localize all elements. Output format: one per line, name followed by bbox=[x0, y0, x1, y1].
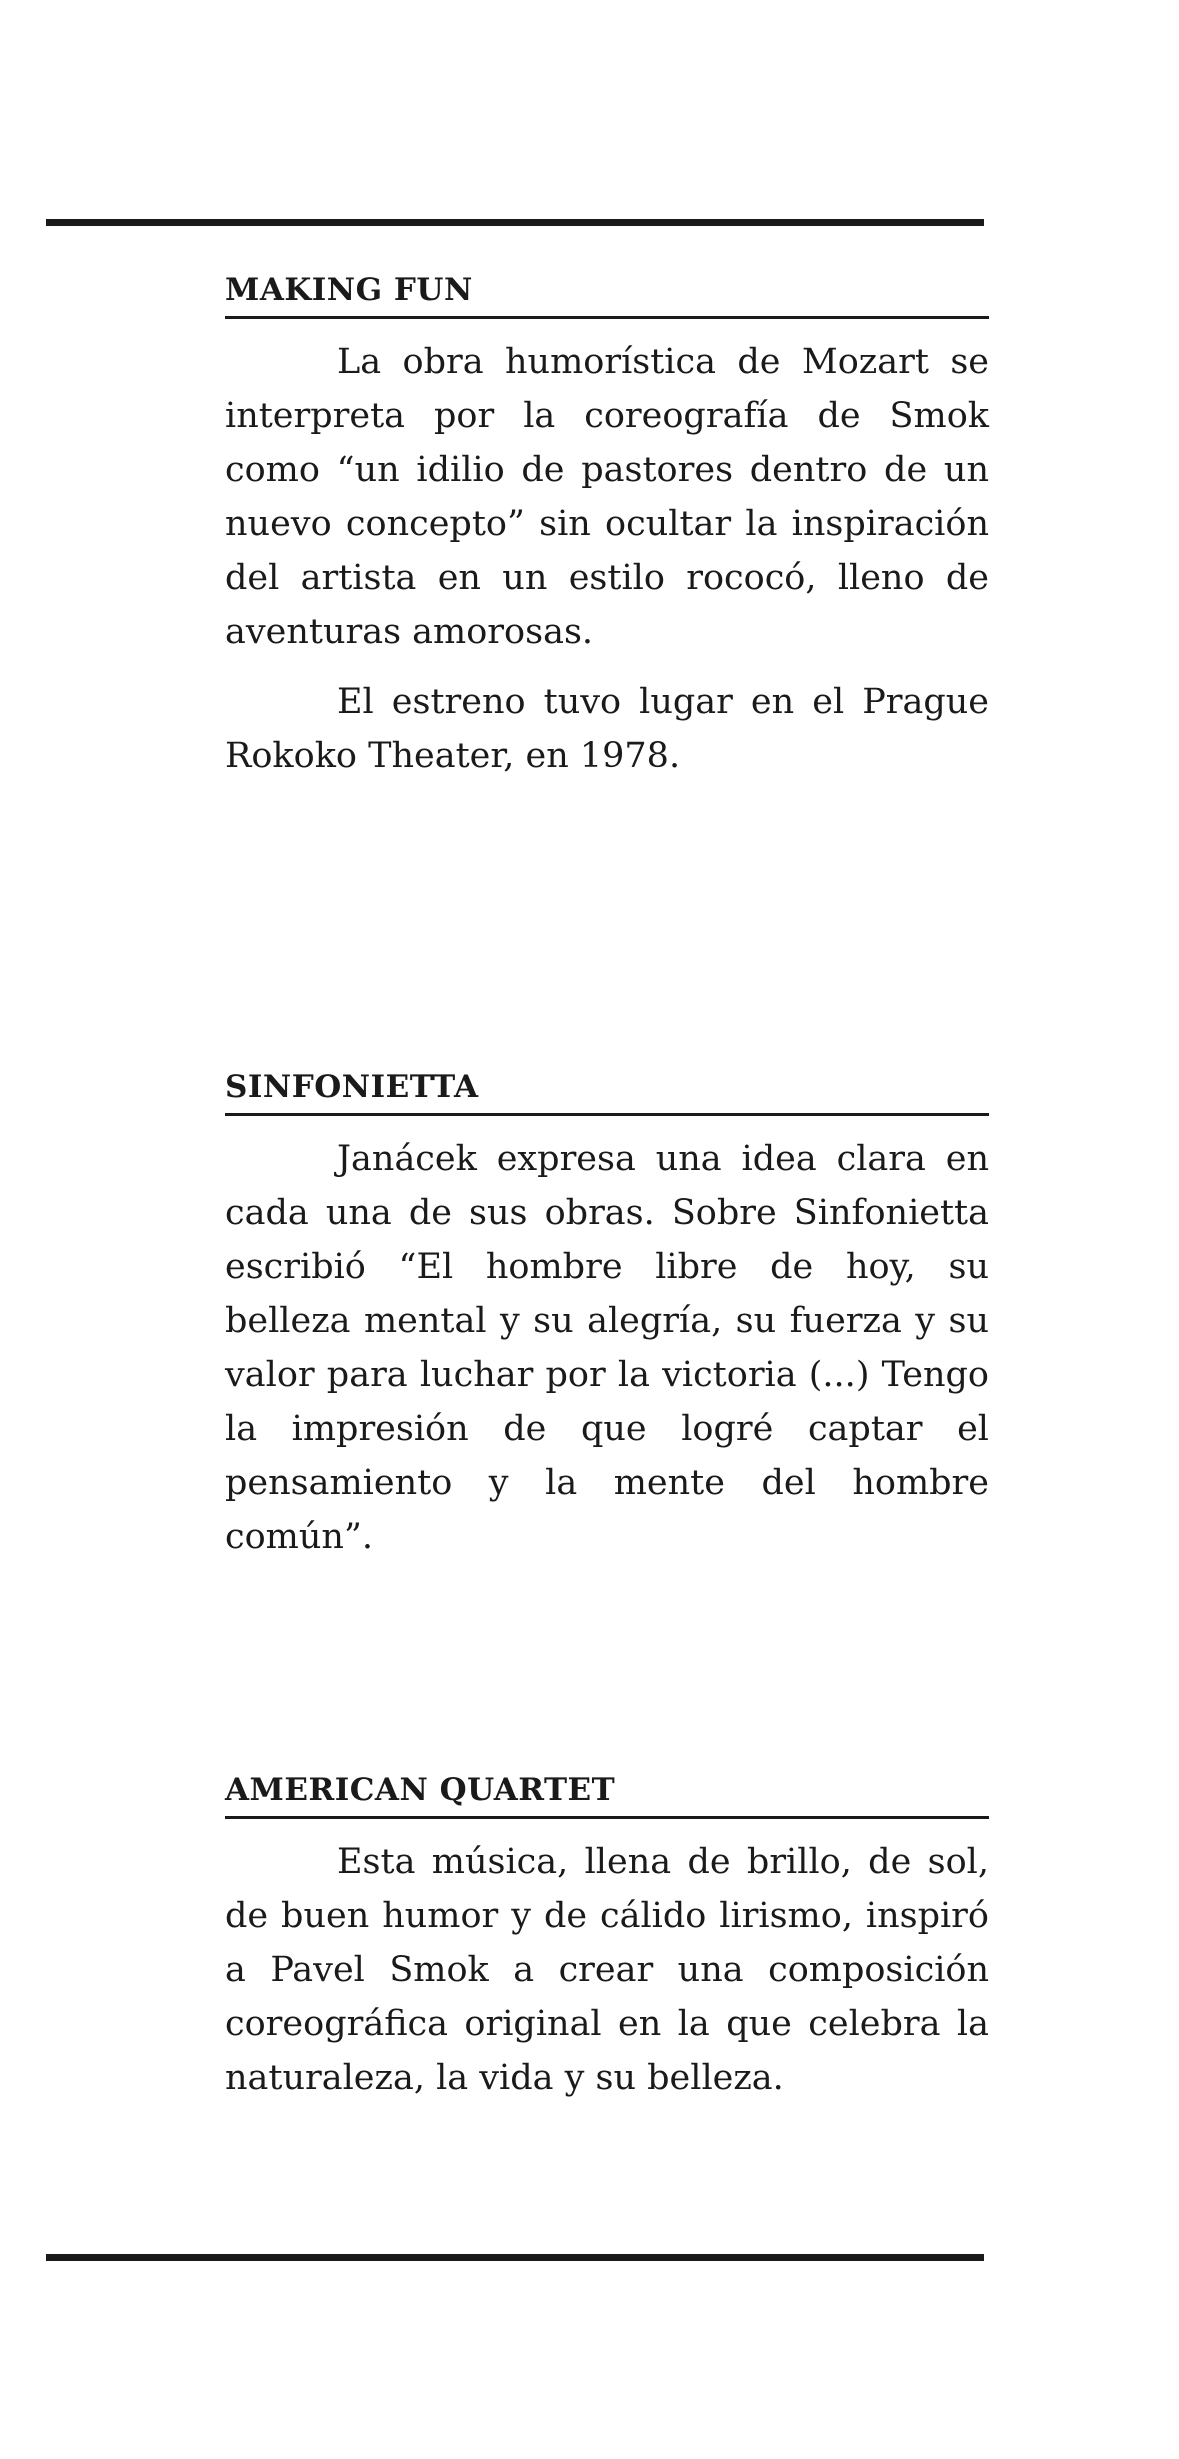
section-american-quartet bbox=[225, 1770, 989, 2105]
section-paragraph: El estreno tuvo lugar en el Prague Rokoko Theater, en 1978. bbox=[225, 682, 989, 776]
section-paragraph: Esta música, llena de brillo, de sol, de buen humor y de cálido lirismo, inspiró a Pavel Smok a crear una composición coreográfica original en la que celebra la naturaleza, la vida y su belleza. bbox=[225, 1842, 989, 2098]
bottom-divider bbox=[46, 2254, 984, 2261]
section-paragraph: La obra humorística de Mozart se interpreta por la coreografía de Smok como “un idilio de pastores dentro de un nuevo concepto” sin ocultar la inspiración del artista en un estilo rococó, lleno de aventuras amorosas. bbox=[225, 342, 989, 652]
section-heading: AMERICAN QUARTET bbox=[225, 1770, 989, 1819]
section-heading: MAKING FUN bbox=[225, 270, 989, 319]
section-heading: SINFONIETTA bbox=[225, 1067, 989, 1116]
section-sinfonietta bbox=[225, 1067, 989, 1564]
section-paragraph: Janácek expresa una idea clara en cada una de sus obras. Sobre Sinfonietta escribió “El hombre libre de hoy, su belleza mental y su alegría, su fuerza y su valor para luchar por la victoria (...) Tengo la impresión de que logré captar el pensamiento y la mente del hombre común”. bbox=[225, 1139, 989, 1557]
section-making-fun bbox=[225, 270, 989, 783]
top-divider bbox=[46, 219, 984, 226]
